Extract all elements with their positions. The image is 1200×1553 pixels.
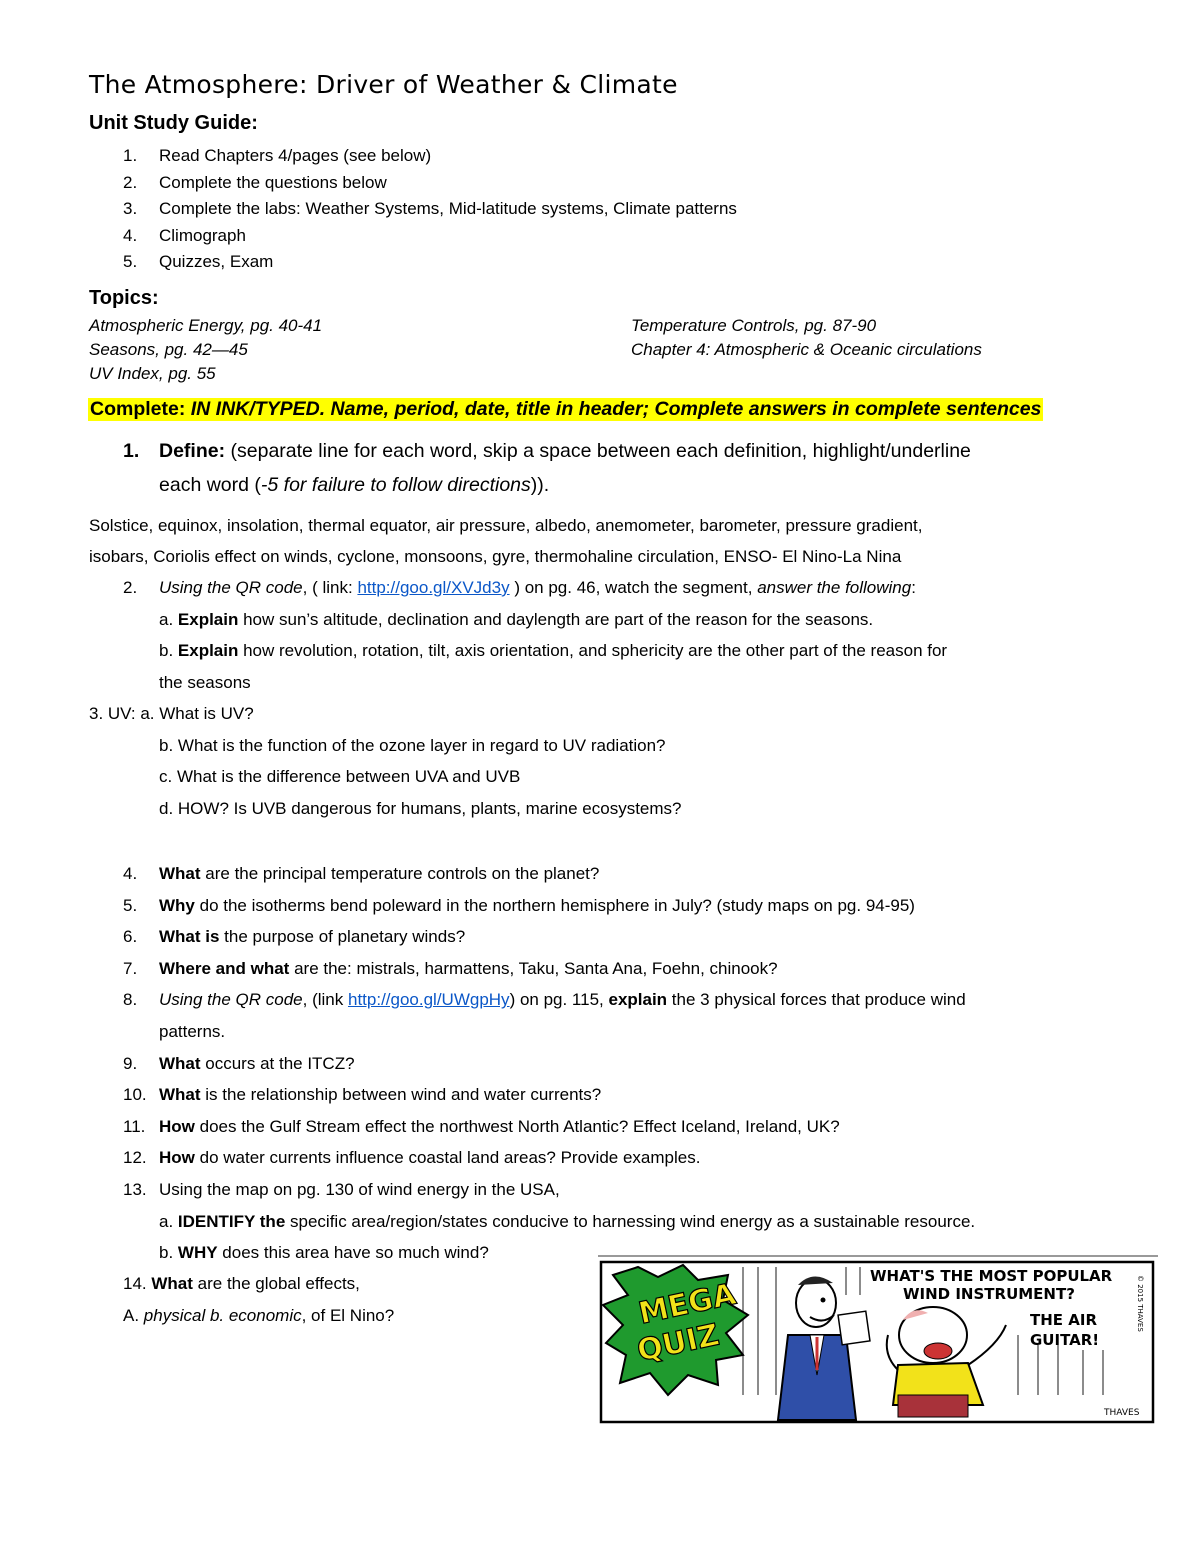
list-item: 9. What occurs at the ITCZ?: [123, 1053, 355, 1073]
qr-link-1[interactable]: http://goo.gl/XVJd3y: [357, 578, 510, 597]
topic-item: UV Index, pg. 55: [89, 364, 216, 383]
question-2: 2. Using the QR code, ( link: http://goo.gl/XVJd3y ) on pg. 46, watch the segment, answer the following: a. Explain how sun’s altitude, declination and daylength are part of the reason for the seasons. b. Explain how revolution, rotation, tilt, axis orientation, and sphericity are the other part of the reason for the seasons: [123, 578, 948, 692]
topic-item: Seasons, pg. 42—45: [89, 340, 248, 359]
question-1-cont: each word (-5 for failure to follow directions)).: [159, 474, 550, 496]
list-item: 5. Quizzes, Exam: [123, 252, 274, 271]
complete-instructions: Complete: IN INK/TYPED. Name, period, date, title in header; Complete answers in complete sentences: [90, 398, 1042, 420]
topic-item: Chapter 4: Atmospheric & Oceanic circulations: [631, 340, 982, 359]
list-item: 8. Using the QR code, (link http://goo.gl/UWgpHy) on pg. 115, explain the 3 physical forces that produce wind: [123, 990, 966, 1010]
speech-answer-1: THE AIR: [1030, 1311, 1097, 1329]
topic-item: Atmospheric Energy, pg. 40-41: [89, 316, 323, 335]
cartoon-copyright: © 2015 THAVES: [1136, 1275, 1144, 1332]
study-guide-list: [123, 143, 737, 276]
question-14: 14. What are the global effects, A. physical b. economic, of El Nino?: [123, 1274, 395, 1325]
badge-text-mega: MEGA: [635, 1276, 739, 1332]
list-item: 1. Read Chapters 4/pages (see below): [123, 146, 432, 165]
study-guide-heading: Unit Study Guide:: [89, 112, 258, 134]
list-item: 4. What are the principal temperature controls on the planet?: [123, 864, 600, 883]
page-title: The Atmosphere: Driver of Weather & Climate: [89, 70, 678, 99]
list-item: 6. What is the purpose of planetary winds?: [123, 927, 466, 947]
list-item: 13. Using the map on pg. 130 of wind energy in the USA,: [123, 1179, 560, 1199]
list-item: 5. Why do the isotherms bend poleward in the northern hemisphere in July? (study maps on pg. 94-95): [123, 895, 915, 915]
speech-question-1: WHAT'S THE MOST POPULAR: [870, 1267, 1113, 1285]
list-item: 3. Complete the labs: Weather Systems, Mid-latitude systems, Climate patterns: [123, 199, 737, 218]
topic-item: Temperature Controls, pg. 87-90: [631, 316, 877, 335]
list-item: 4. Climograph: [123, 225, 246, 245]
artist-signature: THAVES: [1104, 1408, 1140, 1418]
list-item: 11. How does the Gulf Stream effect the northwest North Atlantic? Effect Iceland, Ireland, UK?: [123, 1116, 840, 1136]
topics-heading: Topics:: [89, 287, 159, 309]
topics-left: [89, 314, 322, 386]
define-terms: Solstice, equinox, insolation, thermal equator, air pressure, albedo, anemometer, barometer, pressure gradient, isobars, Coriolis effect on winds, cyclone, monsoons, gyre, thermohaline circulation, ENSO- El Nino-La Nina: [89, 516, 923, 566]
topics-right: [631, 314, 982, 362]
questions-4-7: 4. What are the principal temperature controls on the planet? 5. Why do the isotherms bend poleward in the northern hemisphere in July? (study maps on pg. 94-95) 6. What is the purpose of planetary winds? 7. Where and what are the: mistrals, harmattens, Taku, Santa Ana, Foehn, chinook? 8. Using the QR code, (link http://goo.gl/UWgpHy) on pg. 115, explain the 3 physical forces that produce wind patterns. 9. What occurs at the ITCZ? 10. What is the relationship between wind and water currents? 11. How does the Gulf Stream effect the northwest North Atlantic? Effect Iceland, Ireland, UK? 12. How do water currents influence coastal land areas? Provide examples. 13. Using the map on pg. 130 of wind energy in the USA, a. IDENTIFY the specific area/region/states conducive to harnessing wind energy as a sustainable resource. b. WHY does this area have so much wind?: [123, 858, 975, 1269]
qr-link-2[interactable]: http://goo.gl/UWgpHy: [347, 990, 510, 1010]
question-3: 3. UV: a. What is UV? b. What is the function of the ozone layer in regard to UV radiation? c. What is the difference between UVA and UVB d. HOW? Is UVB dangerous for humans, plants, marine ecosystems?: [89, 704, 682, 818]
speech-answer-2: GUITAR!: [1030, 1331, 1100, 1349]
list-item: 2. Complete the questions below: [123, 172, 387, 192]
question-1: 1. Define: (separate line for each word, skip a space between each definition, highlight/underline: [123, 440, 971, 462]
mega-quiz-cartoon: [598, 1255, 1158, 1427]
badge-text-quiz: QUIZ: [634, 1317, 723, 1369]
list-item: 7. Where and what are the: mistrals, harmattens, Taku, Santa Ana, Foehn, chinook?: [123, 958, 778, 978]
list-item: 10. What is the relationship between wind and water currents?: [123, 1085, 602, 1105]
speech-question-2: WIND INSTRUMENT?: [903, 1285, 1075, 1303]
list-item: 12. How do water currents influence coastal land areas? Provide examples.: [123, 1148, 701, 1168]
